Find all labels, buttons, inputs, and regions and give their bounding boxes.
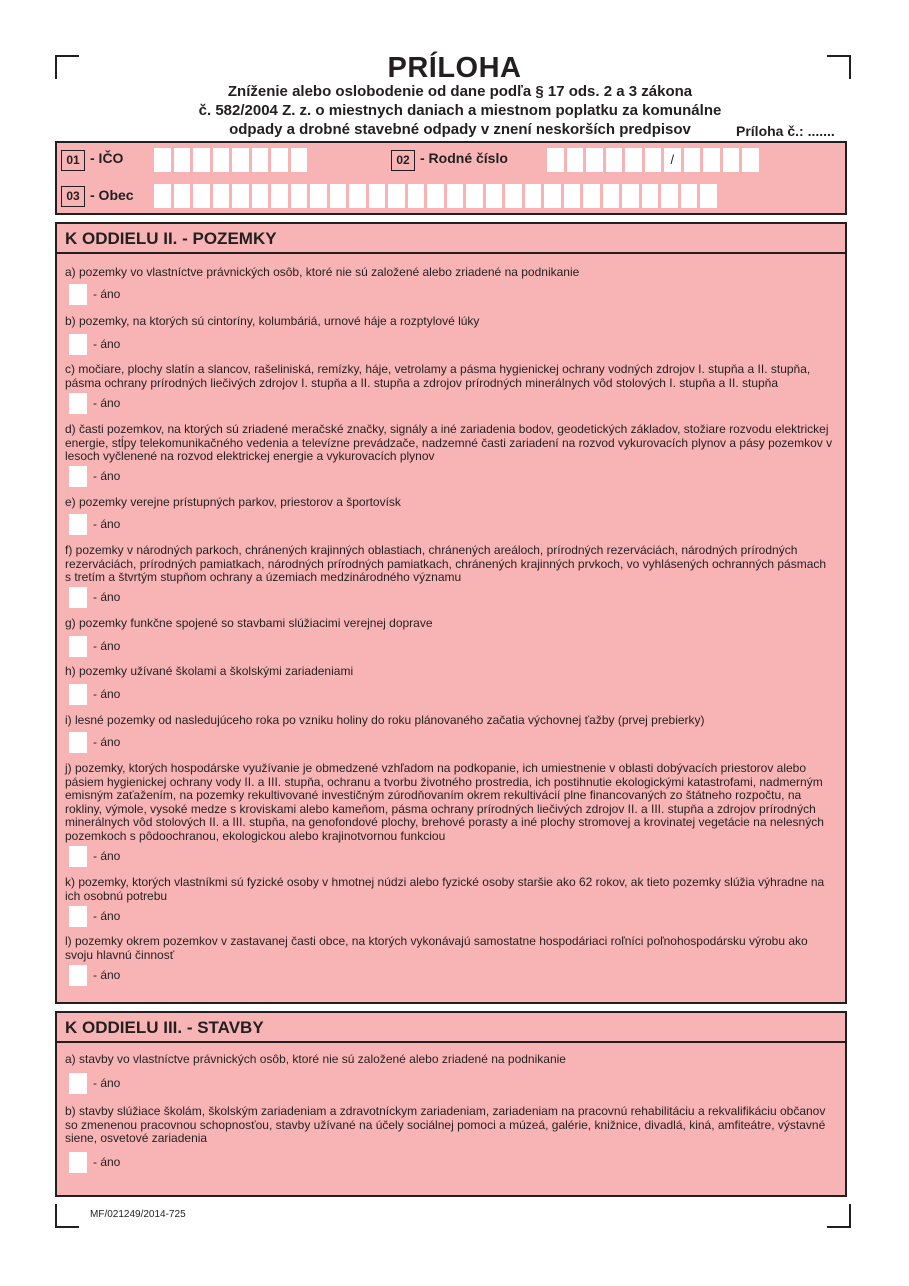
ano-checkbox[interactable] (69, 334, 87, 355)
ano-checkbox[interactable] (69, 732, 87, 753)
item-text: f) pozemky v národných parkoch, chránených krajinných oblastiach, chránených areáloch, prírodných rezerváciách, národných prírodných rezerváciách, prírodných pamiatkach, národných prírodných pamiatkach, chránených krajinných prvkoch, vo vyhlásených ochranných pásmach s tretím a štvrtým stupňom ochrany a územiach medzinárodného významu (65, 543, 827, 584)
obec-cell[interactable] (291, 184, 308, 208)
ico-cell[interactable] (232, 148, 249, 172)
obec-cell[interactable] (310, 184, 327, 208)
identification-box (55, 141, 847, 215)
item-text: j) pozemky, ktorých hospodárske využívanie je obmedzené vzhľadom na podkopanie, ich umiestnenie v oblasti dobývacích priestorov alebo pásiem hygienickej ochrany vody II. a III. stupňa, ochranu a tvorbu životného prostredia, ich postihnutie ekologickými katastrofami, nadmerným emisným zaťažením, na pozemky rekultivované investičným zúrodňovaním okrem rekultivácií plne financovaných zo štátneho rozpočtu, na rokliny, výmole, vysoké medze s kroviskami alebo kameňom, pásma ochrany prírodných liečivých zdrojov II. a III. stupňa a zdrojov prírodných minerálnych vôd stolových II. a III. stupňa, na genofondové plochy, brehové porasty a iné plochy stromovej a krovinatej vegetácie na nelesných pozemkoch s pôdoochranou, ekologickou alebo krajinotvornou funkciou (65, 761, 824, 843)
ico-cell[interactable] (291, 148, 308, 172)
page-title: PRÍLOHA (387, 52, 522, 84)
rc-cell[interactable] (703, 148, 720, 172)
item-text: k) pozemky, ktorých vlastníkmi sú fyzické osoby v hmotnej núdzi alebo fyzické osoby staršie ako 62 rokov, ak tieto pozemky slúžia výhradne na ich osobnú potrebu (65, 875, 825, 903)
ico-input[interactable] (154, 148, 307, 172)
obec-cell[interactable] (486, 184, 503, 208)
ano-label: - áno (93, 396, 121, 410)
obec-cell[interactable] (193, 184, 210, 208)
ano-label: - áno (93, 639, 121, 653)
obec-cell[interactable] (154, 184, 171, 208)
obec-cell[interactable] (505, 184, 522, 208)
corner-mark-bottom-right (827, 1204, 851, 1228)
obec-cell[interactable] (174, 184, 191, 208)
ano-label: - áno (93, 1155, 121, 1169)
obec-cell[interactable] (388, 184, 405, 208)
ico-cell[interactable] (252, 148, 269, 172)
section-stavby-title: K ODDIELU III. - STAVBY (57, 1013, 845, 1043)
section-stavby (55, 1011, 847, 1197)
obec-cell[interactable] (661, 184, 678, 208)
section-pozemky (55, 222, 847, 1004)
ano-checkbox[interactable] (69, 587, 87, 608)
rc-cell[interactable] (547, 148, 564, 172)
ano-label: - áno (93, 590, 121, 604)
ico-label: - IČO (90, 150, 124, 166)
document-code: MF/021249/2014-725 (90, 1209, 186, 1220)
obec-cell[interactable] (271, 184, 288, 208)
item-text: b) stavby slúžiace školám, školským zariadeniam a zdravotníckym zariadeniam, zariadeniam na pracovnú rehabilitáciu a rekvalifikáciu občanov so zmenenou pracovnou schopnosťou, stavby užívané na účely sociálnej pomoci a múzeá, galérie, knižnice, divadlá, kiná, amfiteátre, výstavné siene, osvetové zariadenia (65, 1104, 826, 1145)
obec-label: - Obec (90, 187, 134, 203)
obec-cell[interactable] (232, 184, 249, 208)
item-text: e) pozemky verejne prístupných parkov, priestorov a športovísk (65, 495, 401, 509)
item-text: g) pozemky funkčne spojené so stavbami slúžiacimi verejnej doprave (65, 616, 433, 630)
item-text: i) lesné pozemky od nasledujúceho roka po vzniku holiny do roku plánovaného začatia výchovnej ťažby (prvej prebierky) (65, 713, 705, 727)
item-text: c) močiare, plochy slatín a slancov, rašeliniská, remízky, háje, vetrolamy a pásma hygienickej ochrany vodných zdrojov I. stupňa a II. stupňa, pásma ochrany prírodných liečivých zdrojov I. stupňa a II. stupňa a zdrojov prírodných minerálnych vôd stolových I. stupňa a II. stupňa (65, 362, 811, 390)
ano-checkbox[interactable] (69, 284, 87, 305)
ano-checkbox[interactable] (69, 1073, 87, 1094)
ano-checkbox[interactable] (69, 466, 87, 487)
ano-label: - áno (93, 517, 121, 531)
rc-cell[interactable] (567, 148, 584, 172)
ano-checkbox[interactable] (69, 1152, 87, 1173)
rc-field-number: 02 (391, 150, 415, 171)
obec-cell[interactable] (564, 184, 581, 208)
rc-cell[interactable] (606, 148, 623, 172)
section-pozemky-title: K ODDIELU II. - POZEMKY (57, 224, 845, 254)
ico-cell[interactable] (193, 148, 210, 172)
item-text: a) pozemky vo vlastníctve právnických osôb, ktoré nie sú založené alebo zriadené na podnikanie (65, 265, 580, 279)
obec-cell[interactable] (603, 184, 620, 208)
ano-checkbox[interactable] (69, 393, 87, 414)
ano-label: - áno (93, 849, 121, 863)
item-text: a) stavby vo vlastníctve právnických osôb, ktoré nie sú založené alebo zriadené na podnikanie (65, 1052, 566, 1066)
obec-cell[interactable] (544, 184, 561, 208)
ico-cell[interactable] (174, 148, 191, 172)
obec-cell[interactable] (622, 184, 639, 208)
attachment-number: Príloha č.: ....... (736, 123, 835, 139)
ico-cell[interactable] (271, 148, 288, 172)
rc-cell[interactable] (742, 148, 759, 172)
rc-cell[interactable] (723, 148, 740, 172)
item-text: l) pozemky okrem pozemkov v zastavanej časti obce, na ktorých vykonávajú samostatne hospodáriaci roľníci poľnohospodársku výrobu ako svoju hlavnú činnosť (65, 934, 808, 962)
obec-cell[interactable] (330, 184, 347, 208)
rc-cell[interactable] (625, 148, 642, 172)
obec-cell[interactable] (408, 184, 425, 208)
obec-cell[interactable] (213, 184, 230, 208)
subtitle-line-1: Zníženie alebo oslobodenie od dane podľa § 17 ods. 2 a 3 zákona (227, 83, 693, 100)
obec-field-number: 03 (61, 186, 85, 207)
rc-input[interactable] (547, 148, 759, 172)
obec-cell[interactable] (525, 184, 542, 208)
item-text: h) pozemky užívané školami a školskými zariadeniami (65, 664, 354, 678)
ano-label: - áno (93, 968, 121, 982)
obec-cell[interactable] (681, 184, 698, 208)
item-text: d) časti pozemkov, na ktorých sú zriadené meračské značky, signály a iné zariadenia bodov, geodetických základov, stožiare rozvodu elektrickej energie, stĺpy telekomunikačného vedenia a televízne prevádzače, nadzemné časti zariadení na rozvod vykurovacích plynov a pásy pozemkov v lesoch vyčlenené na rozvod elektrickej energie a vykurovacích plynov (65, 422, 833, 463)
obec-cell[interactable] (642, 184, 659, 208)
ano-label: - áno (93, 735, 121, 749)
obec-cell[interactable] (583, 184, 600, 208)
obec-cell[interactable] (466, 184, 483, 208)
ano-label: - áno (93, 1076, 121, 1090)
ano-label: - áno (93, 287, 121, 301)
corner-mark-bottom-left (55, 1204, 79, 1228)
obec-cell[interactable] (427, 184, 444, 208)
obec-input[interactable] (154, 184, 717, 208)
item-text: b) pozemky, na ktorých sú cintoríny, kolumbáriá, urnové háje a rozptylové lúky (65, 314, 480, 328)
ano-checkbox[interactable] (69, 965, 87, 986)
rc-cell[interactable] (586, 148, 603, 172)
rc-cell[interactable] (645, 148, 662, 172)
obec-cell[interactable] (447, 184, 464, 208)
ico-cell[interactable] (213, 148, 230, 172)
ano-checkbox[interactable] (69, 906, 87, 927)
ano-checkbox[interactable] (69, 514, 87, 535)
ano-label: - áno (93, 687, 121, 701)
ano-checkbox[interactable] (69, 636, 87, 657)
rc-cell[interactable] (684, 148, 701, 172)
obec-cell[interactable] (369, 184, 386, 208)
subtitle-line-2: č. 582/2004 Z. z. o miestnych daniach a miestnom poplatku za komunálne (198, 102, 722, 119)
subtitle-line-3: odpady a drobné stavebné odpady v znení neskorších predpisov (229, 121, 691, 138)
rc-label: - Rodné číslo (420, 150, 508, 166)
obec-cell[interactable] (700, 184, 717, 208)
ano-checkbox[interactable] (69, 684, 87, 705)
ico-field-number: 01 (61, 150, 85, 171)
page-subtitle (160, 82, 760, 139)
ano-label: - áno (93, 469, 121, 483)
obec-cell[interactable] (349, 184, 366, 208)
ano-checkbox[interactable] (69, 846, 87, 867)
obec-cell[interactable] (252, 184, 269, 208)
ano-label: - áno (93, 909, 121, 923)
ano-label: - áno (93, 337, 121, 351)
ico-cell[interactable] (154, 148, 171, 172)
rc-slash: / (664, 148, 681, 172)
